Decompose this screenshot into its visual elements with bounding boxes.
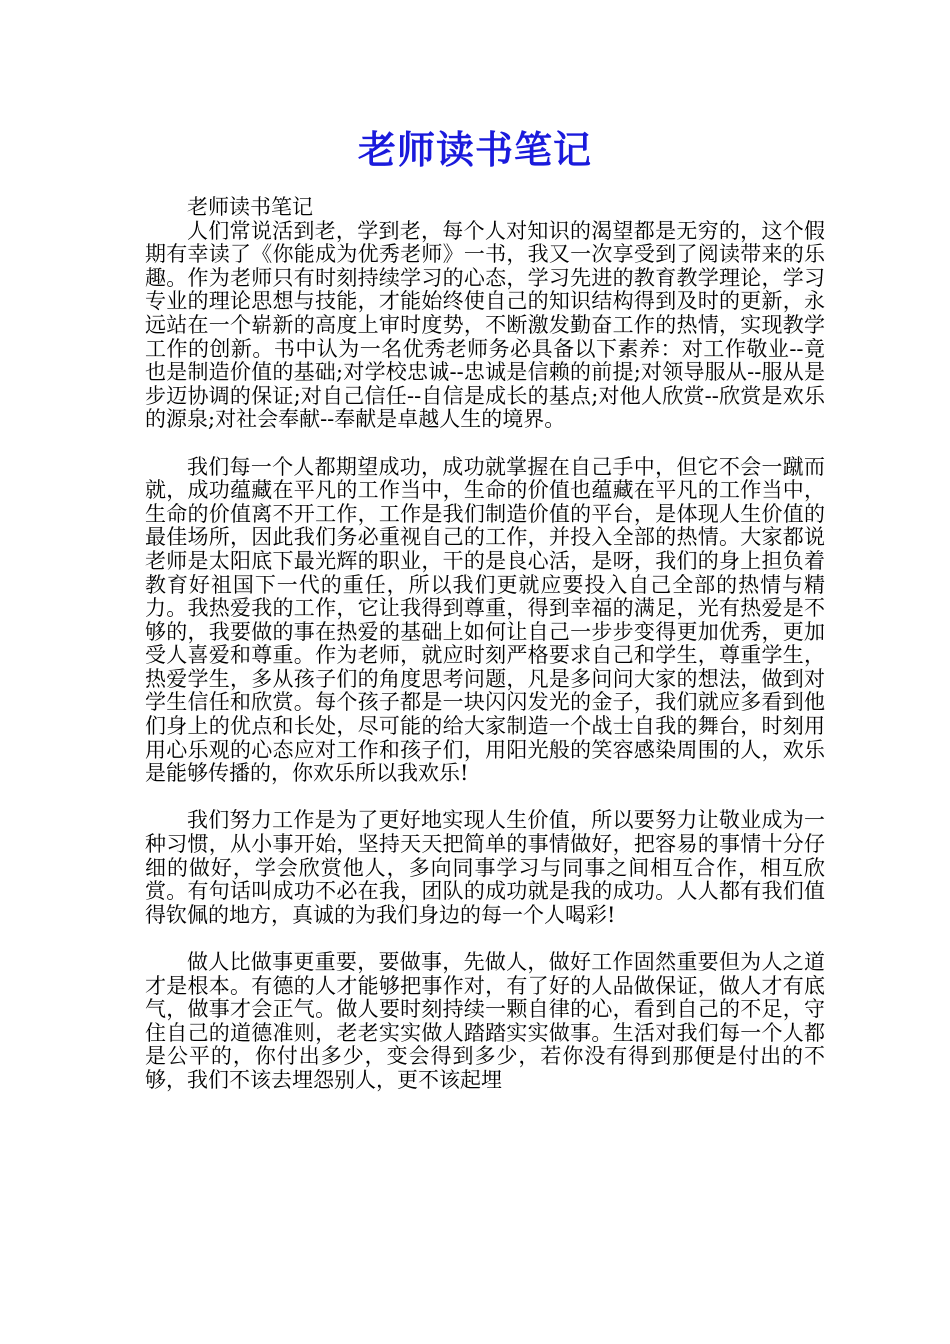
paragraph-gap <box>145 786 825 810</box>
paragraph-gap <box>145 927 825 951</box>
paragraph-4: 做人比做事更重要，要做事，先做人，做好工作固然重要但为人之道才是根本。有德的人才能够把事作对，有了好的人品做保证，做人才有底气，做事才会正气。做人要时刻持续一颗自律的心，看到自己的不足，守住自己的道德准则，老老实实做人踏踏实实做事。生活对我们每一个人都是公平的，你付出多少，变会得到多少，若你没有得到那便是付出的不够，我们不该去埋怨别人，更不该起埋 <box>145 950 825 1092</box>
paragraph-3: 我们努力工作是为了更好地实现人生价值，所以要努力让敬业成为一种习惯，从小事开始，坚持天天把简单的事情做好，把容易的事情十分仔细的做好，学会欣赏他人，多向同事学习与同事之间相互合作，相互欣赏。有句话叫成功不必在我，团队的成功就是我的成功。人人都有我们值得钦佩的地方，真诚的为我们身边的每一个人喝彩! <box>145 808 825 927</box>
document-body <box>145 196 825 1093</box>
document-title: 老师读书笔记 <box>357 127 592 172</box>
paragraph-2: 我们每一个人都期望成功，成功就掌握在自己手中，但它不会一蹴而就，成功蕴藏在平凡的工作当中，生命的价值也蕴藏在平凡的工作当中，生命的价值离不开工作，工作是我们制造价值的平台，是体现人生价值的最佳场所，因此我们务必重视自己的工作，并投入全部的热情。大家都说老师是太阳底下最光辉的职业，干的是良心活，是呀，我们的身上担负着教育好祖国下一代的重任，所以我们更就应要投入自己全部的热情与精力。我热爱我的工作，它让我得到尊重，得到幸福的满足，光有热爱是不够的，我要做的事在热爱的基础上如何让自己一步步变得更加优秀，更加受人喜爱和尊重。作为老师，就应时刻严格要求自己和学生，尊重学生，热爱学生，多从孩子们的角度思考问题，凡是多问问大家的想法，做到对学生信任和欣赏。每个孩子都是一块闪闪发光的金子，我们就应多看到他们身上的优点和长处，尽可能的给大家制造一个战士自我的舞台，时刻用用心乐观的心态应对工作和孩子们，用阳光般的笑容感染周围的人，欢乐是能够传播的，你欢乐所以我欢乐! <box>145 454 825 786</box>
document-subtitle: 老师读书笔记 <box>187 195 313 219</box>
paragraph-1: 人们常说活到老，学到老，每个人对知识的渴望都是无穷的，这个假期有幸读了《你能成为优秀老师》一书，我又一次享受到了阅读带来的乐趣。作为老师只有时刻持续学习的心态，学习先进的教育教学理论，学习专业的理论思想与技能，才能始终使自己的知识结构得到及时的更新，永远站在一个崭新的高度上审时度势，不断激发勤奋工作的热情，实现教学工作的创新。书中认为一名优秀老师务必具备以下素养：对工作敬业--竟也是制造价值的基础;对学校忠诚--忠诚是信赖的前提;对领导服从--服从是步迈协调的保证;对自己信任--自信是成长的基点;对他人欣赏--欣赏是欢乐的源泉;对社会奉献--奉献是卓越人生的境界。 <box>145 218 825 432</box>
paragraph-gap <box>145 432 825 456</box>
